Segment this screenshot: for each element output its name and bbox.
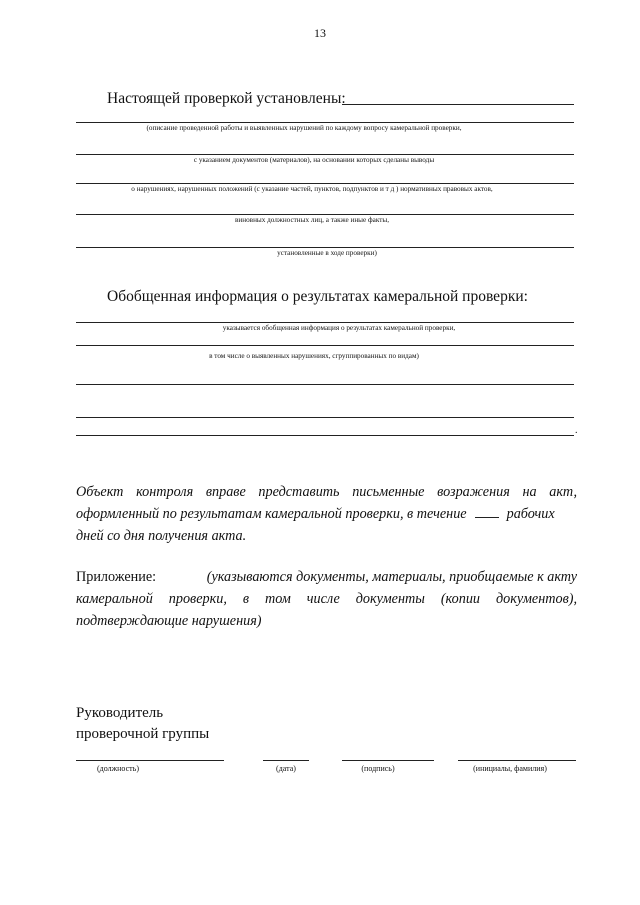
findings-heading: Настоящей проверкой установлены: [107,90,346,107]
signatory-title-2: проверочной группы [76,726,210,742]
days-blank [475,503,499,518]
page-number: 13 [314,26,326,40]
summary-caption-1: указывается обобщенная информация о результатах камеральной проверки, [222,324,456,332]
findings-caption-4: виновных должностных лиц, а также иные факты, [234,216,390,224]
summary-line-1 [76,322,574,323]
findings-caption-1: (описание проведенной работы и выявленных нарушений по каждому вопросу камеральной проверки, [146,124,462,132]
signature-caption: (подпись) [361,764,395,773]
objection-line-2-text: оформленный по результатам камеральной проверки, в течение [76,506,467,522]
name-line [458,760,576,761]
findings-heading-line [342,104,574,105]
findings-caption-5: установленные в ходе проверки) [277,249,377,257]
findings-line-1 [76,122,574,123]
attachment-text: (указываются документы, материалы, приобщаемые к акту [206,569,577,585]
name-caption: (инициалы, фамилия) [473,764,547,773]
date-line [263,760,309,761]
findings-line-5 [76,247,574,248]
attachment-line-3: подтверждающие нарушения) [76,613,262,629]
objection-line-1: Объект контроля вправе представить письменные возражения на акт, [76,484,577,500]
summary-caption-2: в том числе о выявленных нарушениях, сгруппированных по видам) [209,352,419,360]
objection-line-2 [76,503,577,525]
summary-end-mark: . [575,425,578,436]
summary-line-2 [76,345,574,346]
signatory-title-1: Руководитель [76,705,164,721]
objection-line-2-end: рабочих [506,506,555,522]
attachment-label: Приложение: [76,569,157,585]
attachment-line-2: камеральной проверки, в том числе документы (копии документов), [76,591,577,607]
findings-line-4 [76,214,574,215]
findings-line-2 [76,154,574,155]
findings-caption-2: с указанием документов (материалов), на основании которых сделаны выводы [193,156,435,164]
signature-line [342,760,434,761]
position-line [76,760,224,761]
position-caption: (должность) [97,764,139,773]
summary-heading: Обобщенная информация о результатах камеральной проверки: [107,288,528,305]
summary-line-3 [76,384,574,385]
objection-line-3: дней со дня получения акта. [76,528,247,544]
summary-line-4 [76,417,574,418]
date-caption: (дата) [276,764,296,773]
findings-line-3 [76,183,574,184]
summary-line-5 [76,435,574,436]
findings-caption-3: о нарушениях, нарушенных положений (с указание частей, пунктов, подпунктов и т д ) нормативных правовых актов, [131,185,493,193]
attachment-line-1 [76,566,577,588]
